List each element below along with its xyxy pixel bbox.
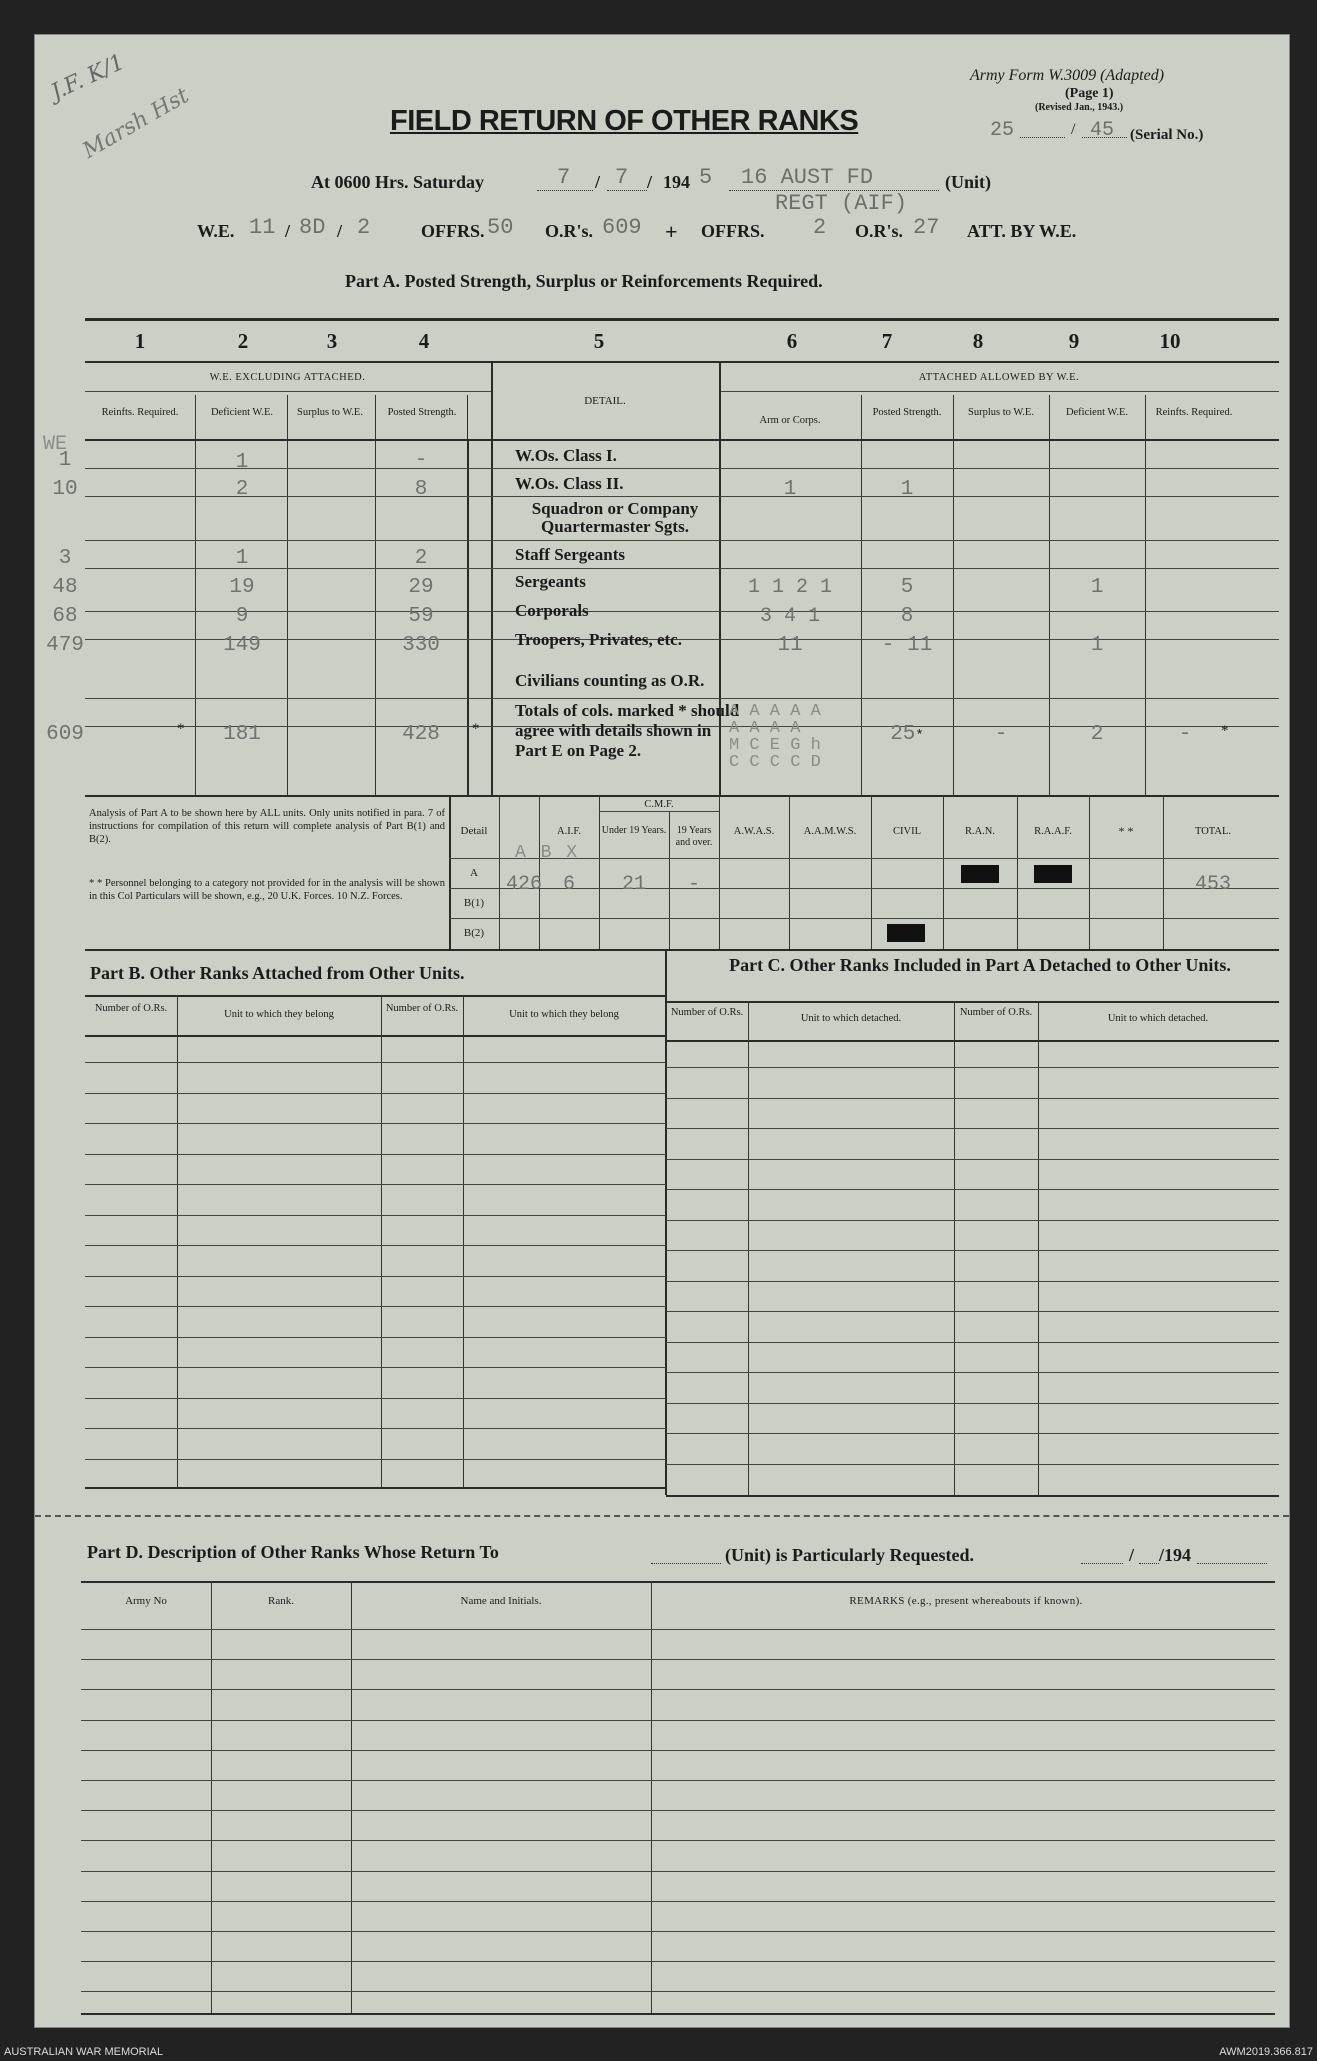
c4-sgts: 29 — [408, 576, 434, 599]
c2-wo1: 1 — [235, 451, 249, 474]
slash-2: / — [647, 172, 653, 192]
perforation-line — [35, 1515, 1289, 1517]
vl-a-1 — [195, 439, 196, 795]
footer-left: AUSTRALIAN WAR MEMORIAL — [4, 2046, 164, 2058]
c10-total: - — [1178, 723, 1192, 746]
revised-label: (Revised Jan., 1943.) — [1035, 102, 1124, 113]
partC-h-unit-1: Unit to which detached. — [800, 1013, 902, 1024]
c7-total-value: 25 — [890, 723, 916, 746]
partC-row-rule — [666, 1342, 1279, 1343]
c7-cpls: 8 — [900, 605, 914, 628]
partC-h-num-1: Number of O.Rs. — [670, 1007, 744, 1018]
redaction-civil — [887, 924, 925, 942]
handwritten-mark: J.F. K/1 — [47, 49, 129, 106]
partD-date-dotline — [1081, 1563, 1123, 1564]
colnum-8: 8 — [972, 329, 984, 353]
c6-wo2: 1 — [783, 478, 797, 501]
colnum-10: 10 — [1159, 329, 1181, 353]
an-a-total: 453 — [1194, 873, 1231, 896]
detail-troopers: Troopers, Privates, etc. — [515, 630, 682, 649]
analysis-note2: * * Personnel belonging to a category not provided for in the analysis will be shown in this Col Particulars will be shown, e.g., 20 U.K. Forces. 10 N.Z. Forces. — [89, 878, 445, 902]
partD-heading: Part D. Description of Other Ranks Whose Return To — [87, 1542, 499, 1562]
margin-sgts: 48 — [52, 576, 78, 599]
we-slash-2: / — [337, 221, 343, 241]
partB-h-unit-2: Unit to which they belong — [509, 1009, 619, 1020]
partB-h-num-2: Number of O.Rs. — [385, 1003, 459, 1014]
detail-civilians: Civilians counting as O.R. — [515, 671, 705, 690]
vl-a-4 — [467, 439, 469, 795]
day-val: 7 — [557, 165, 571, 190]
hdr-posted: Posted Strength. — [387, 407, 457, 418]
partC-bottom-rule — [666, 1495, 1279, 1497]
partB-h-num-1: Number of O.Rs. — [94, 1003, 168, 1014]
c2-total: 181 — [223, 723, 261, 746]
partD-row-rule — [81, 1931, 1275, 1932]
partB-row-rule — [85, 1398, 666, 1399]
partB-row-rule — [85, 1459, 666, 1460]
partD-unit-dotline — [651, 1563, 721, 1564]
c4-staff: 2 — [414, 547, 428, 570]
colnum-3: 3 — [326, 329, 338, 353]
serial-dotline — [1020, 137, 1065, 138]
an-raaf: R.A.A.F. — [1034, 826, 1072, 837]
partB-row-rule — [85, 1276, 666, 1277]
detail-wo2: W.Os. Class II. — [515, 474, 624, 493]
c4-wo2: 8 — [414, 478, 428, 501]
colnum-2: 2 — [237, 329, 249, 353]
we-slash-1: / — [285, 221, 291, 241]
partB-row-rule — [85, 1123, 666, 1124]
margin-wo2: 10 — [52, 478, 78, 501]
c9-sgts: 1 — [1090, 576, 1104, 599]
vl-a-2 — [287, 439, 288, 795]
partA-header-rule — [85, 439, 1279, 441]
detail-sergeants: Sergeants — [515, 572, 586, 591]
unit-line1: 16 AUST FD — [741, 165, 874, 190]
partD-row-rule — [81, 1780, 1275, 1781]
offrs-label: OFFRS. — [421, 221, 485, 241]
unit-dotline — [729, 190, 939, 191]
partD-h-name: Name and Initials. — [460, 1595, 542, 1607]
partD-row-rule — [81, 1629, 1275, 1630]
plus-sign: + — [665, 219, 678, 244]
margin-wo1: 1 — [58, 449, 72, 472]
c2-wo2: 2 — [235, 478, 249, 501]
c7-total — [861, 723, 953, 746]
partC-h-unit-2: Unit to which detached. — [1107, 1013, 1209, 1024]
c2-staff: 1 — [235, 547, 249, 570]
partC-row-rule — [666, 1067, 1279, 1068]
partD-top-rule — [81, 1581, 1275, 1583]
partB-row-rule — [85, 1215, 666, 1216]
partD-row-rule — [81, 1991, 1275, 1992]
c6-line-3: M C E G h — [729, 736, 821, 755]
margin-troopers: 479 — [46, 634, 84, 657]
group-left-header: W.E. EXCLUDING ATTACHED. — [209, 372, 366, 383]
an-total: TOTAL. — [1194, 826, 1231, 837]
day-dotline — [537, 190, 593, 191]
we-margin: WE — [43, 433, 68, 456]
detail-header: DETAIL. — [584, 395, 626, 407]
partA-top-rule — [85, 318, 1279, 321]
colnum-4: 4 — [418, 329, 430, 353]
partD-date-slash: / — [1129, 1545, 1135, 1565]
partC-row-rule — [666, 1403, 1279, 1404]
detail-corporals: Corporals — [515, 601, 589, 620]
an-a-aif: 6 — [562, 873, 575, 896]
star-col7: * — [915, 728, 924, 744]
partA-heading: Part A. Posted Strength, Surplus or Reinforcements Required. — [345, 271, 823, 291]
star-col4: * — [472, 721, 480, 737]
c2-troopers: 149 — [223, 634, 261, 657]
analysis-note1: Analysis of Part A to be shown here by ALL units. Only units notified in para. 7 of instructions for compilation of this return will complete analysis of Part B(1) and B(2). — [89, 808, 445, 845]
ors-label: O.R's. — [545, 221, 594, 241]
an-row-b1: B(1) — [463, 897, 485, 909]
page-label: (Page 1) — [1065, 86, 1114, 101]
at-prefix: At 0600 Hrs. Saturday — [311, 172, 485, 192]
unit-label: (Unit) — [945, 172, 991, 192]
partC-row-rule — [666, 1098, 1279, 1099]
margin-cpls: 68 — [52, 605, 78, 628]
c6-troopers: 11 — [777, 634, 803, 657]
c4-wo1: - — [414, 449, 428, 472]
slash-1: / — [595, 172, 601, 192]
partC-heading: Part C. Other Ranks Included in Part A Detached to Other Units. — [729, 955, 1231, 975]
partB-heading: Part B. Other Ranks Attached from Other Units. — [90, 963, 465, 983]
an-awas: A.W.A.S. — [733, 826, 775, 837]
c7-sgts: 5 — [900, 576, 914, 599]
att-label: ATT. BY W.E. — [967, 221, 1077, 241]
c9-total: 2 — [1090, 723, 1104, 746]
an-over19: 19 Years and over. — [675, 825, 713, 848]
serial-label: (Serial No.) — [1130, 127, 1204, 143]
partB-h-unit-1: Unit to which they belong — [224, 1009, 334, 1020]
c2-cpls: 9 — [235, 605, 249, 628]
partD-date-tail: /194 — [1159, 1545, 1192, 1565]
redaction-ran — [961, 865, 999, 883]
offrs-val: 50 — [487, 215, 514, 240]
colnum-9: 9 — [1068, 329, 1080, 353]
month-dotline — [607, 190, 647, 191]
partB-row-rule — [85, 1062, 666, 1063]
partD-h-army: Army No — [125, 1595, 167, 1607]
partD-bottom-rule — [81, 2013, 1275, 2015]
c6-line-1: A A A A A — [729, 702, 821, 721]
partD-row-rule — [81, 1810, 1275, 1811]
colnum-6: 6 — [786, 329, 798, 353]
group-left-rule — [85, 391, 491, 392]
partD-row-rule — [81, 1750, 1275, 1751]
an-row-b2: B(2) — [463, 927, 485, 939]
detail-wo1: W.Os. Class I. — [515, 446, 617, 465]
detail-staff-sgts: Staff Sergeants — [515, 545, 626, 564]
partB-row-rule — [85, 1337, 666, 1338]
year-suffix: 5 — [699, 165, 713, 190]
partD-h-rank: Rank. — [268, 1595, 294, 1607]
an-a-col: 426 — [505, 873, 542, 896]
hdr-reinfts-req: Reinfts. Required. — [101, 407, 179, 418]
c7-troopers: - 11 — [881, 634, 933, 657]
analysis-bottom-rule — [85, 949, 1279, 951]
partB-row-rule — [85, 1154, 666, 1155]
c6-line-2: A A A A — [729, 719, 801, 738]
partD-heading2: (Unit) is Particularly Requested. — [725, 1545, 974, 1565]
form-title: FIELD RETURN OF OTHER RANKS — [390, 105, 859, 137]
partD-row-rule — [81, 1840, 1275, 1841]
c6-totals-stack — [729, 703, 821, 771]
star-col1: * — [177, 721, 185, 737]
month-val: 7 — [615, 165, 629, 190]
vl-a-detail-left — [491, 361, 493, 795]
c8-total: - — [994, 723, 1008, 746]
an-under19: Under 19 Years. — [601, 825, 667, 836]
detail-qms: Squadron or Company Quartermaster Sgts. — [531, 499, 699, 536]
partB-row-rule — [85, 1093, 666, 1094]
redaction-raaf — [1034, 865, 1072, 883]
group-right-header: ATTACHED ALLOWED BY W.E. — [918, 372, 1080, 383]
handwritten-note: Marsh Hst — [78, 83, 194, 164]
serial-b: 45 — [1090, 119, 1115, 142]
form-sheet — [34, 34, 1290, 2028]
hdr-att-deficient: Deficient W.E. — [1065, 407, 1129, 418]
serial-dotline-2 — [1082, 137, 1127, 138]
partB-top-rule — [85, 995, 666, 997]
margin-total: 609 — [46, 723, 84, 746]
detail-totals: Totals of cols. marked * should agree with details shown in Part E on Page 2. — [515, 701, 740, 760]
partD-row-rule — [81, 1901, 1275, 1902]
we-2: 8D — [299, 215, 326, 240]
c4-total: 428 — [402, 723, 440, 746]
c6-line-4: C C C C D — [729, 753, 821, 772]
c2-sgts: 19 — [229, 576, 255, 599]
an-ran: R.A.N. — [964, 826, 996, 837]
partB-row-rule — [85, 1367, 666, 1368]
partD-row-rule — [81, 1659, 1275, 1660]
an-stars: * * — [1118, 824, 1134, 838]
ors2-label: O.R's. — [855, 221, 904, 241]
partC-row-rule — [666, 1281, 1279, 1282]
partD-row-rule — [81, 1720, 1275, 1721]
partC-row-rule — [666, 1220, 1279, 1221]
we-3: 2 — [357, 215, 371, 240]
colnum-5: 5 — [593, 329, 605, 353]
partB-row-rule — [85, 1428, 666, 1429]
we-label: W.E. — [197, 221, 235, 241]
partC-row-rule — [666, 1189, 1279, 1190]
c4-troopers: 330 — [402, 634, 440, 657]
an-civil: CIVIL — [893, 826, 921, 837]
hdr-att-reinfts: Reinfts. Required. — [1155, 407, 1233, 418]
partB-bottom-rule — [85, 1487, 666, 1489]
partC-row-rule — [666, 1128, 1279, 1129]
offrs2-val: 2 — [813, 215, 827, 240]
hdr-arm-corps: Arm or Corps. — [759, 415, 821, 426]
c6-sgts: 1 1 2 1 — [747, 576, 832, 599]
c9-troopers: 1 — [1090, 634, 1104, 657]
partB-row-rule — [85, 1306, 666, 1307]
ors2-val: 27 — [913, 215, 940, 240]
c6-cpls: 3 4 1 — [759, 605, 820, 628]
ors-val: 609 — [602, 215, 642, 240]
c7-wo2: 1 — [900, 478, 914, 501]
colnum-7: 7 — [881, 329, 893, 353]
group-right-rule — [719, 391, 1279, 392]
partC-row-rule — [666, 1464, 1279, 1465]
partD-year-dotline — [1197, 1563, 1267, 1564]
hdr-surplus: Surplus to W.E. — [297, 407, 363, 418]
an-aif: A.I.F. — [557, 826, 581, 837]
an-detail: Detail — [460, 825, 488, 837]
year-prefix: 194 — [663, 172, 690, 192]
serial-a: 25 — [990, 119, 1015, 142]
an-typed-top: A B X — [515, 843, 580, 863]
partB-row-rule — [85, 1184, 666, 1185]
an-a-o19: - — [687, 873, 700, 896]
partC-row-rule — [666, 1433, 1279, 1434]
offrs2-label: OFFRS. — [701, 221, 765, 241]
hdr-att-surplus: Surplus to W.E. — [968, 407, 1034, 418]
partC-row-rule — [666, 1159, 1279, 1160]
c4-cpls: 59 — [408, 605, 434, 628]
an-cmf: C.M.F. — [644, 799, 674, 810]
vl-bc-divider — [665, 949, 667, 1495]
an-a-u19: 21 — [621, 873, 646, 896]
partB-row-rule — [85, 1245, 666, 1246]
unit-line2: REGT (AIF) — [775, 191, 908, 216]
serial-slash: / — [1071, 121, 1076, 138]
partC-row-rule — [666, 1250, 1279, 1251]
footer-right: AWM2019.366.817 — [1219, 2046, 1313, 2058]
hdr-deficient: Deficient W.E. — [210, 407, 274, 418]
hdr-att-posted: Posted Strength. — [872, 407, 942, 418]
partD-h-remarks: REMARKS (e.g., present whereabouts if known). — [849, 1595, 1083, 1607]
star-col10: * — [1221, 723, 1229, 739]
colnum-1: 1 — [134, 329, 146, 353]
partC-row-rule — [666, 1311, 1279, 1312]
partC-h-num-2: Number of O.Rs. — [959, 1007, 1033, 1018]
form-id: Army Form W.3009 (Adapted) — [970, 67, 1165, 84]
partD-date-dotline-2 — [1139, 1563, 1159, 1564]
partC-top-rule — [666, 1001, 1279, 1003]
an-aamws: A.A.M.W.S. — [803, 826, 857, 837]
partD-row-rule — [81, 1689, 1275, 1690]
an-row-a: A — [470, 867, 478, 879]
partD-row-rule — [81, 1961, 1275, 1962]
partA-num-rule — [85, 361, 1279, 363]
partA-bottom-rule — [85, 795, 1279, 797]
we-1: 11 — [249, 215, 276, 240]
margin-staff: 3 — [58, 547, 72, 570]
partD-row-rule — [81, 1871, 1275, 1872]
partC-row-rule — [666, 1372, 1279, 1373]
